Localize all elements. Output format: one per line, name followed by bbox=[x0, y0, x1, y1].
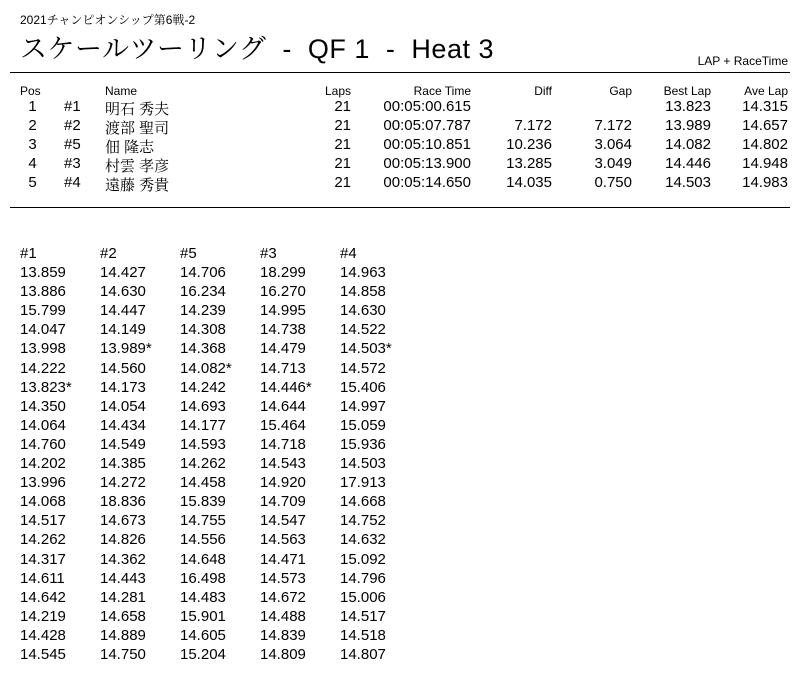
lap-time-cell: 14.920 bbox=[260, 474, 306, 492]
lap-time-cell: 14.471 bbox=[260, 550, 306, 568]
lap-time-cell: 14.068 bbox=[20, 493, 66, 511]
lap-time-cell: 14.648 bbox=[180, 550, 226, 568]
result-laps: 21 bbox=[334, 155, 351, 172]
result-driver-name: 遠藤 秀貴 bbox=[105, 177, 170, 194]
result-laps: 21 bbox=[334, 174, 351, 191]
lap-time-cell: 14.308 bbox=[180, 321, 226, 339]
result-race-time: 00:05:13.900 bbox=[383, 155, 471, 172]
lap-time-cell: 15.406 bbox=[340, 378, 386, 396]
result-gap: 3.064 bbox=[594, 136, 632, 153]
lap-time-cell: 15.059 bbox=[340, 416, 386, 434]
result-driver-name: 村雲 孝彦 bbox=[105, 158, 170, 175]
lap-time-cell: 13.823* bbox=[20, 378, 72, 396]
lap-time-cell: 14.488 bbox=[260, 607, 306, 625]
lap-time-cell: 14.889 bbox=[100, 626, 146, 644]
lap-time-cell: 14.222 bbox=[20, 359, 66, 377]
result-laps: 21 bbox=[334, 98, 351, 115]
lap-time-cell: 14.605 bbox=[180, 626, 226, 644]
result-race-time: 00:05:14.650 bbox=[383, 174, 471, 191]
column-header-race-time: Race Time bbox=[413, 84, 471, 98]
lap-time-cell: 14.446* bbox=[260, 378, 312, 396]
lap-time-cell: 14.064 bbox=[20, 416, 66, 434]
lap-time-cell: 14.693 bbox=[180, 397, 226, 415]
bottom-divider bbox=[10, 207, 790, 208]
lap-time-cell: 14.572 bbox=[340, 359, 386, 377]
result-gap: 7.172 bbox=[594, 117, 632, 134]
lap-time-cell: 14.479 bbox=[260, 340, 306, 358]
lap-time-cell: 14.573 bbox=[260, 569, 306, 587]
lap-time-cell: 14.750 bbox=[100, 645, 146, 663]
results-table bbox=[0, 84, 800, 193]
lap-time-cell: 14.434 bbox=[100, 416, 146, 434]
lap-time-cell: 14.658 bbox=[100, 607, 146, 625]
lap-time-cell: 14.632 bbox=[340, 531, 386, 549]
lap-time-cell: 14.202 bbox=[20, 455, 66, 473]
result-best-lap: 14.446 bbox=[665, 155, 711, 172]
lap-time-cell: 14.518 bbox=[340, 626, 386, 644]
lap-time-cell: 14.368 bbox=[180, 340, 226, 358]
lap-time-cell: 14.350 bbox=[20, 397, 66, 415]
lap-time-cell: 14.807 bbox=[340, 645, 386, 663]
result-pos: 3 bbox=[28, 136, 37, 153]
result-diff: 14.035 bbox=[506, 174, 552, 191]
column-header-laps: Laps bbox=[324, 84, 351, 98]
lap-time-cell: 14.563 bbox=[260, 531, 306, 549]
lap-time-cell: 13.886 bbox=[20, 283, 66, 301]
page-title: スケールツーリング - QF 1 - Heat 3 bbox=[20, 34, 494, 64]
lap-time-cell: 14.219 bbox=[20, 607, 66, 625]
result-car-number: #3 bbox=[64, 155, 81, 172]
result-best-lap: 14.082 bbox=[665, 136, 711, 153]
lap-time-cell: 14.995 bbox=[260, 302, 306, 320]
lap-time-cell: 15.464 bbox=[260, 416, 306, 434]
lap-time-cell: 14.547 bbox=[260, 512, 306, 530]
column-header-ave-lap: Ave Lap bbox=[744, 84, 788, 98]
lap-time-cell: 14.709 bbox=[260, 493, 306, 511]
lap-time-cell: 14.560 bbox=[100, 359, 146, 377]
lap-time-cell: 14.839 bbox=[260, 626, 306, 644]
lap-time-cell: 14.447 bbox=[100, 302, 146, 320]
lap-time-cell: 18.836 bbox=[100, 493, 146, 511]
result-row bbox=[0, 98, 800, 117]
result-driver-name: 明石 秀夫 bbox=[105, 101, 170, 118]
lap-time-cell: 14.458 bbox=[180, 474, 226, 492]
lap-time-cell: 14.713 bbox=[260, 359, 306, 377]
result-row bbox=[0, 155, 800, 174]
result-driver-name: 佃 隆志 bbox=[105, 139, 155, 156]
result-diff: 10.236 bbox=[506, 136, 552, 153]
result-diff: 13.285 bbox=[506, 155, 552, 172]
lap-time-cell: 14.752 bbox=[340, 512, 386, 530]
lap-time-cell: 14.082* bbox=[180, 359, 232, 377]
lap-time-cell: 14.428 bbox=[20, 626, 66, 644]
lap-time-cell: 14.272 bbox=[100, 474, 146, 492]
lap-column-header: #5 bbox=[180, 245, 197, 262]
lap-time-cell: 14.611 bbox=[20, 569, 65, 587]
column-header-best-lap: Best Lap bbox=[663, 84, 711, 98]
result-mode-label: LAP + RaceTime bbox=[697, 54, 788, 68]
lap-time-cell: 14.760 bbox=[20, 435, 66, 453]
result-pos: 2 bbox=[28, 117, 37, 134]
result-row bbox=[0, 117, 800, 136]
lap-time-cell: 14.149 bbox=[100, 321, 146, 339]
lap-time-cell: 13.998 bbox=[20, 340, 66, 358]
result-ave-lap: 14.802 bbox=[742, 136, 788, 153]
lap-time-cell: 14.362 bbox=[100, 550, 146, 568]
lap-time-cell: 14.054 bbox=[100, 397, 146, 415]
lap-time-cell: 15.799 bbox=[20, 302, 66, 320]
lap-time-cell: 14.177 bbox=[180, 416, 226, 434]
column-header-name: Name bbox=[105, 84, 138, 98]
lap-time-cell: 14.858 bbox=[340, 283, 386, 301]
lap-time-cell: 14.242 bbox=[180, 378, 226, 396]
lap-time-cell: 14.755 bbox=[180, 512, 226, 530]
lap-time-cell: 14.522 bbox=[340, 321, 386, 339]
column-header-pos: Pos bbox=[20, 84, 41, 98]
result-ave-lap: 14.657 bbox=[742, 117, 788, 134]
column-header-diff: Diff bbox=[534, 84, 552, 98]
result-laps: 21 bbox=[334, 136, 351, 153]
top-divider bbox=[10, 72, 790, 73]
lap-time-cell: 14.173 bbox=[100, 378, 146, 396]
result-best-lap: 14.503 bbox=[665, 174, 711, 191]
lap-time-cell: 14.556 bbox=[180, 531, 226, 549]
result-pos: 4 bbox=[28, 155, 37, 172]
column-header-gap: Gap bbox=[609, 84, 632, 98]
lap-time-cell: 15.006 bbox=[340, 588, 386, 606]
result-driver-name: 渡部 聖司 bbox=[105, 120, 170, 137]
lap-time-cell: 14.262 bbox=[20, 531, 66, 549]
lap-time-cell: 14.593 bbox=[180, 435, 226, 453]
result-ave-lap: 14.983 bbox=[742, 174, 788, 191]
lap-time-cell: 13.996 bbox=[20, 474, 66, 492]
lap-time-cell: 14.673 bbox=[100, 512, 146, 530]
lap-column-header: #3 bbox=[260, 245, 277, 262]
result-race-time: 00:05:07.787 bbox=[383, 117, 471, 134]
lap-time-cell: 14.672 bbox=[260, 588, 306, 606]
result-gap: 3.049 bbox=[594, 155, 632, 172]
result-car-number: #5 bbox=[64, 136, 81, 153]
lap-time-cell: 14.549 bbox=[100, 435, 146, 453]
lap-time-cell: 15.092 bbox=[340, 550, 386, 568]
result-race-time: 00:05:10.851 bbox=[383, 136, 471, 153]
lap-time-cell: 14.738 bbox=[260, 321, 306, 339]
result-laps: 21 bbox=[334, 117, 351, 134]
result-car-number: #4 bbox=[64, 174, 81, 191]
lap-time-cell: 14.483 bbox=[180, 588, 226, 606]
lap-time-cell: 14.317 bbox=[20, 550, 66, 568]
result-row bbox=[0, 136, 800, 155]
lap-column-header: #2 bbox=[100, 245, 117, 262]
lap-time-cell: 14.997 bbox=[340, 397, 386, 415]
lap-time-cell: 18.299 bbox=[260, 264, 306, 282]
lap-time-cell: 14.517 bbox=[20, 512, 66, 530]
lap-time-cell: 14.543 bbox=[260, 455, 306, 473]
lap-time-cell: 15.901 bbox=[180, 607, 226, 625]
lap-time-cell: 14.642 bbox=[20, 588, 66, 606]
lap-time-cell: 15.839 bbox=[180, 493, 226, 511]
lap-time-cell: 14.443 bbox=[100, 569, 146, 587]
lap-time-cell: 17.913 bbox=[340, 474, 386, 492]
lap-time-cell: 14.796 bbox=[340, 569, 386, 587]
result-best-lap: 13.823 bbox=[665, 98, 711, 115]
result-ave-lap: 14.315 bbox=[742, 98, 788, 115]
lap-time-cell: 15.936 bbox=[340, 435, 386, 453]
result-car-number: #1 bbox=[64, 98, 81, 115]
lap-time-cell: 15.204 bbox=[180, 645, 226, 663]
lap-time-cell: 14.047 bbox=[20, 321, 66, 339]
event-subtitle: 2021チャンピオンシップ第6戦-2 bbox=[20, 13, 196, 27]
lap-time-cell: 16.498 bbox=[180, 569, 226, 587]
lap-time-cell: 14.517 bbox=[340, 607, 386, 625]
result-row bbox=[0, 174, 800, 193]
result-race-time: 00:05:00.615 bbox=[383, 98, 471, 115]
lap-time-cell: 14.963 bbox=[340, 264, 386, 282]
lap-time-cell: 16.270 bbox=[260, 283, 306, 301]
lap-time-cell: 14.503 bbox=[340, 455, 386, 473]
lap-time-cell: 14.262 bbox=[180, 455, 226, 473]
lap-time-cell: 16.234 bbox=[180, 283, 226, 301]
lap-time-cell: 13.989* bbox=[100, 340, 152, 358]
results-header-row bbox=[0, 84, 800, 98]
lap-time-cell: 14.385 bbox=[100, 455, 146, 473]
lap-column-header: #4 bbox=[340, 245, 357, 262]
lap-time-cell: 14.630 bbox=[100, 283, 146, 301]
lap-time-cell: 14.668 bbox=[340, 493, 386, 511]
lap-time-cell: 14.644 bbox=[260, 397, 306, 415]
lap-time-cell: 14.706 bbox=[180, 264, 226, 282]
result-diff: 7.172 bbox=[514, 117, 552, 134]
lap-time-cell: 14.809 bbox=[260, 645, 306, 663]
lap-time-cell: 14.427 bbox=[100, 264, 146, 282]
result-pos: 1 bbox=[28, 98, 37, 115]
lap-time-cell: 14.718 bbox=[260, 435, 306, 453]
lap-time-cell: 13.859 bbox=[20, 264, 66, 282]
result-car-number: #2 bbox=[64, 117, 81, 134]
lap-time-cell: 14.826 bbox=[100, 531, 146, 549]
result-gap: 0.750 bbox=[594, 174, 632, 191]
result-pos: 5 bbox=[28, 174, 37, 191]
lap-time-cell: 14.630 bbox=[340, 302, 386, 320]
lap-time-cell: 14.545 bbox=[20, 645, 66, 663]
lap-time-cell: 14.503* bbox=[340, 340, 392, 358]
lap-column-header: #1 bbox=[20, 245, 37, 262]
result-ave-lap: 14.948 bbox=[742, 155, 788, 172]
result-best-lap: 13.989 bbox=[665, 117, 711, 134]
lap-time-cell: 14.239 bbox=[180, 302, 226, 320]
lap-time-cell: 14.281 bbox=[100, 588, 146, 606]
